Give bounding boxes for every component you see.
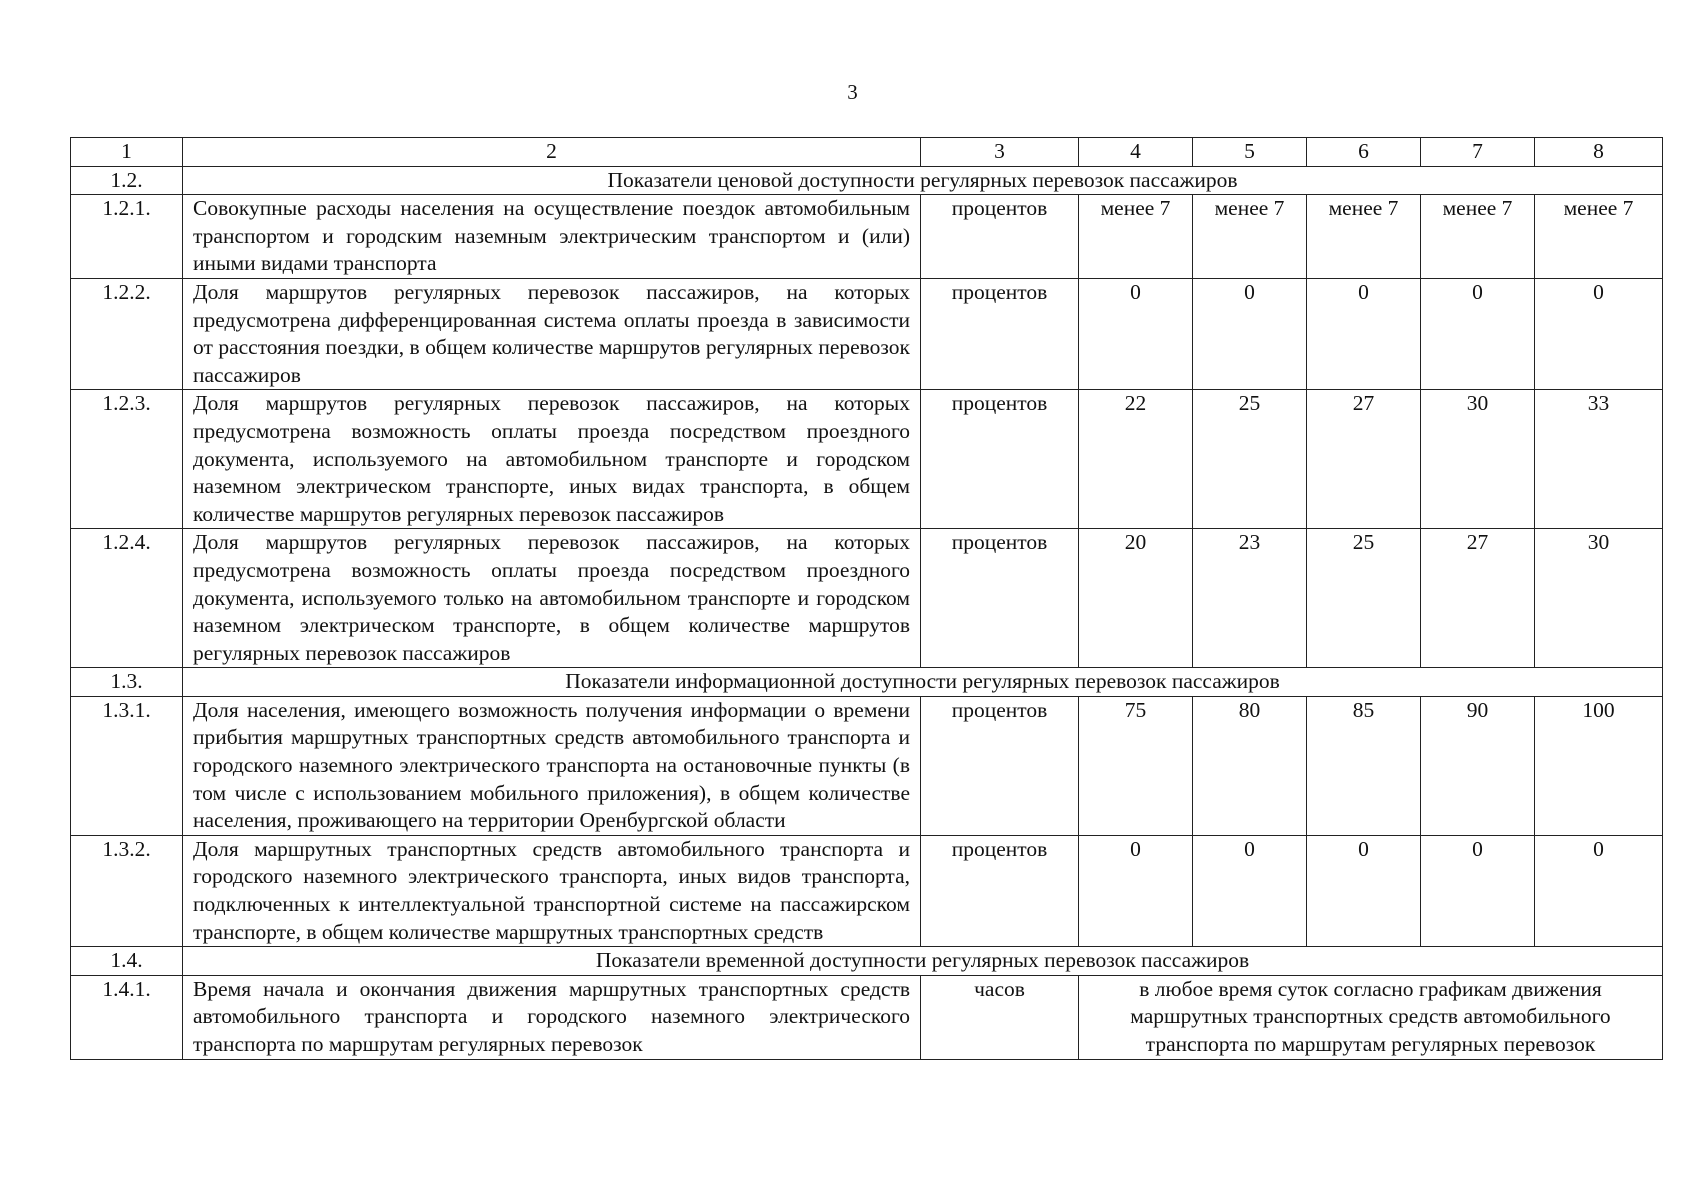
row-value: 25 <box>1193 390 1307 529</box>
row-description: Совокупные расходы населения на осуществление поездок автомобильным транспортом и городским наземным электрическим транспортом и (или) иными видами транспорта <box>183 195 921 279</box>
row-value: 0 <box>1535 278 1663 389</box>
row-description: Доля маршрутных транспортных средств автомобильного транспорта и городского наземного электрического транспорта, иных видов транспорта, подключенных к интеллектуальной транспортной системе на пассажирском транспорте, в общем количестве маршрутных транспортных средств <box>183 835 921 946</box>
table-row <box>71 390 1663 529</box>
row-value: 22 <box>1079 390 1193 529</box>
row-description: Время начала и окончания движения маршрутных транспортных средств автомобильного транспорта и городского наземного электрического транспорта по маршрутам регулярных перевозок <box>183 975 921 1059</box>
row-value: 0 <box>1421 835 1535 946</box>
row-value: 0 <box>1193 835 1307 946</box>
header-cell: 8 <box>1535 138 1663 167</box>
row-value: менее 7 <box>1535 195 1663 279</box>
table-row <box>71 529 1663 668</box>
row-value: 33 <box>1535 390 1663 529</box>
section-row <box>71 947 1663 976</box>
row-description: Доля маршрутов регулярных перевозок пассажиров, на которых предусмотрена дифференцированная система оплаты проезда в зависимости от расстояния поездки, в общем количестве маршрутов регулярных перевозок пассажиров <box>183 278 921 389</box>
row-value: 20 <box>1079 529 1193 668</box>
row-description: Доля маршрутов регулярных перевозок пассажиров, на которых предусмотрена возможность оплаты проезда посредством проездного документа, используемого на автомобильном транспорте и городском наземном электрическом транспорте, иных видах транспорта, в общем количестве маршрутов регулярных перевозок пассажиров <box>183 390 921 529</box>
row-value: 27 <box>1307 390 1421 529</box>
row-value: 90 <box>1421 696 1535 835</box>
indicators-table <box>70 137 1663 1060</box>
header-cell: 4 <box>1079 138 1193 167</box>
row-unit: процентов <box>921 195 1079 279</box>
row-unit: процентов <box>921 278 1079 389</box>
header-cell: 3 <box>921 138 1079 167</box>
row-value: 100 <box>1535 696 1663 835</box>
row-value: менее 7 <box>1421 195 1535 279</box>
page-number: 3 <box>847 80 858 104</box>
header-cell: 7 <box>1421 138 1535 167</box>
section-row <box>71 668 1663 697</box>
table-row <box>71 195 1663 279</box>
row-value: 85 <box>1307 696 1421 835</box>
row-value: 30 <box>1535 529 1663 668</box>
row-description: Доля населения, имеющего возможность получения информации о времени прибытия маршрутных транспортных средств автомобильного транспорта и городского наземного электрического транспорта на остановочные пункты (в том числе с использованием мобильного приложения), в общем количестве населения, проживающего на территории Оренбургской области <box>183 696 921 835</box>
row-value: 0 <box>1193 278 1307 389</box>
row-value: 0 <box>1079 835 1193 946</box>
row-value: менее 7 <box>1079 195 1193 279</box>
row-number: 1.3.1. <box>71 696 183 835</box>
row-unit: часов <box>921 975 1079 1059</box>
table-header-row <box>71 138 1663 167</box>
section-number: 1.2. <box>71 166 183 195</box>
header-cell: 2 <box>183 138 921 167</box>
table-row <box>71 696 1663 835</box>
table-row <box>71 278 1663 389</box>
row-value: 80 <box>1193 696 1307 835</box>
row-number: 1.2.1. <box>71 195 183 279</box>
row-value: 0 <box>1307 278 1421 389</box>
header-cell: 1 <box>71 138 183 167</box>
row-number: 1.2.2. <box>71 278 183 389</box>
row-unit: процентов <box>921 390 1079 529</box>
section-number: 1.4. <box>71 947 183 976</box>
row-number: 1.3.2. <box>71 835 183 946</box>
section-number: 1.3. <box>71 668 183 697</box>
header-cell: 6 <box>1307 138 1421 167</box>
row-value: 23 <box>1193 529 1307 668</box>
section-title: Показатели информационной доступности регулярных перевозок пассажиров <box>183 668 1663 697</box>
section-title: Показатели временной доступности регулярных перевозок пассажиров <box>183 947 1663 976</box>
row-number: 1.2.4. <box>71 529 183 668</box>
row-value: менее 7 <box>1307 195 1421 279</box>
header-cell: 5 <box>1193 138 1307 167</box>
row-value: 27 <box>1421 529 1535 668</box>
row-value: 30 <box>1421 390 1535 529</box>
row-value: 0 <box>1307 835 1421 946</box>
row-value: 0 <box>1079 278 1193 389</box>
row-description: Доля маршрутов регулярных перевозок пассажиров, на которых предусмотрена возможность оплаты проезда посредством проездного документа, используемого только на автомобильном транспорте и городском наземном электрическом транспорте, в общем количестве маршрутов регулярных перевозок пассажиров <box>183 529 921 668</box>
row-value: 25 <box>1307 529 1421 668</box>
row-value: менее 7 <box>1193 195 1307 279</box>
row-value: 0 <box>1421 278 1535 389</box>
row-merged-value: в любое время суток согласно графикам движения маршрутных транспортных средств автомобильного транспорта по маршрутам регулярных перевозок <box>1079 975 1663 1059</box>
row-value: 75 <box>1079 696 1193 835</box>
row-value: 0 <box>1535 835 1663 946</box>
section-title: Показатели ценовой доступности регулярных перевозок пассажиров <box>183 166 1663 195</box>
row-number: 1.4.1. <box>71 975 183 1059</box>
row-unit: процентов <box>921 696 1079 835</box>
table-row <box>71 975 1663 1059</box>
section-row <box>71 166 1663 195</box>
row-unit: процентов <box>921 529 1079 668</box>
table-row <box>71 835 1663 946</box>
row-unit: процентов <box>921 835 1079 946</box>
row-number: 1.2.3. <box>71 390 183 529</box>
